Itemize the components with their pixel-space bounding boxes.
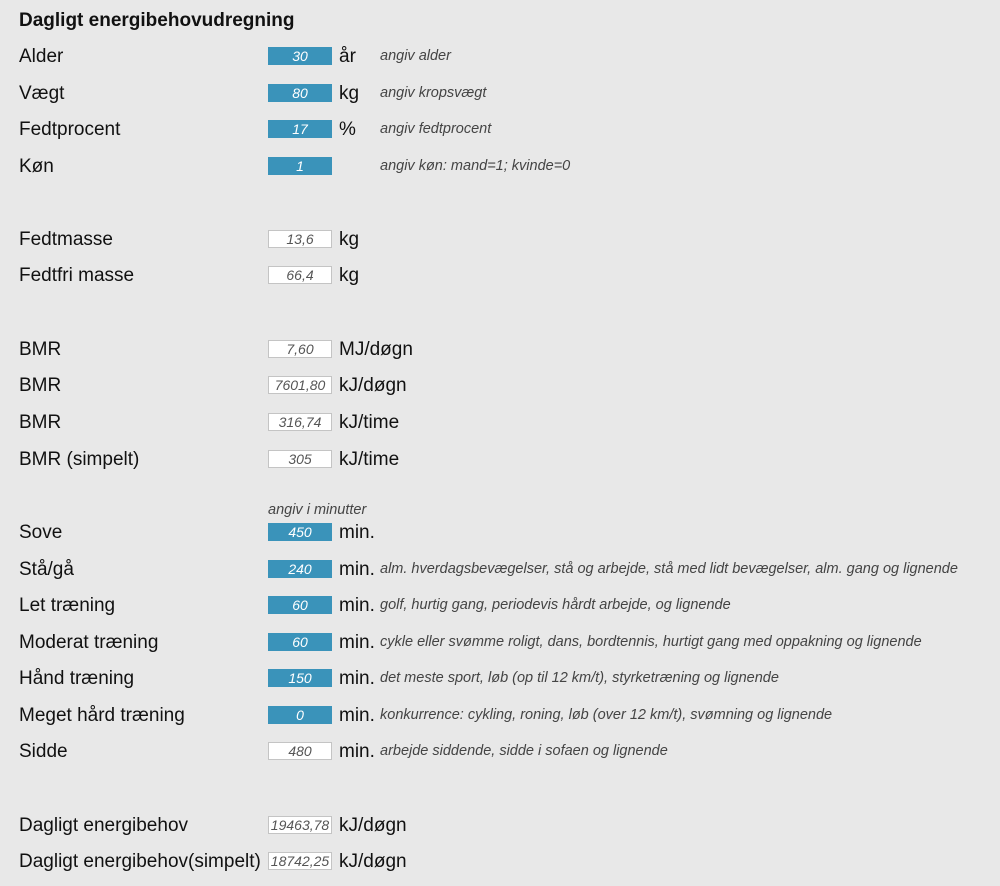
alder-label: Alder — [19, 46, 64, 67]
meget-haard-unit: min. — [339, 705, 375, 726]
koen-hint: angiv køn: mand=1; kvinde=0 — [380, 158, 571, 174]
bmr-kj-doegn-label: BMR — [19, 375, 62, 396]
minutes-note: angiv i minutter — [268, 502, 367, 518]
bmr-simpelt-unit: kJ/time — [339, 449, 400, 470]
dagligt-label: Dagligt energibehov — [19, 815, 189, 836]
page-title: Dagligt energibehovudregning — [19, 10, 295, 31]
alder-unit: år — [339, 46, 356, 67]
bmr-kj-doegn-unit: kJ/døgn — [339, 375, 407, 396]
fedtprocent-label: Fedtprocent — [19, 119, 121, 140]
let-unit: min. — [339, 595, 375, 616]
row-dagligt-simpelt — [0, 850, 1000, 874]
row-bmr-kj-doegn — [0, 374, 1000, 398]
fedtfri-label: Fedtfri masse — [19, 265, 135, 286]
row-dagligt — [0, 814, 1000, 838]
row-moderat — [0, 631, 1000, 655]
row-fedtmasse — [0, 228, 1000, 252]
row-meget-haard — [0, 704, 1000, 728]
fedtprocent-input[interactable]: 17 — [268, 120, 332, 138]
bmr-kj-time-label: BMR — [19, 412, 62, 433]
fedtprocent-hint: angiv fedtprocent — [380, 121, 492, 137]
row-bmr-kj-time — [0, 411, 1000, 435]
moderat-input[interactable]: 60 — [268, 633, 332, 651]
bmr-kj-time-output: 316,74 — [268, 413, 332, 431]
sidde-output: 480 — [268, 742, 332, 760]
row-sove — [0, 521, 1000, 545]
dagligt-simpelt-output: 18742,25 — [268, 852, 332, 870]
bmr-simpelt-label: BMR (simpelt) — [19, 449, 140, 470]
vaegt-unit: kg — [339, 83, 360, 104]
let-input[interactable]: 60 — [268, 596, 332, 614]
sove-unit: min. — [339, 522, 375, 543]
dagligt-simpelt-label: Dagligt energibehov(simpelt) — [19, 851, 261, 872]
bmr-mj-output: 7,60 — [268, 340, 332, 358]
row-koen — [0, 155, 1000, 179]
alder-hint: angiv alder — [380, 48, 451, 64]
staa-gaa-label: Stå/gå — [19, 559, 74, 580]
koen-input[interactable]: 1 — [268, 157, 332, 175]
fedtmasse-unit: kg — [339, 229, 360, 250]
vaegt-input[interactable]: 80 — [268, 84, 332, 102]
haand-unit: min. — [339, 668, 375, 689]
sove-label: Sove — [19, 522, 63, 543]
row-let — [0, 594, 1000, 618]
fedtprocent-unit: % — [339, 119, 356, 140]
sidde-label: Sidde — [19, 741, 68, 762]
bmr-mj-unit: MJ/døgn — [339, 339, 413, 360]
row-vaegt — [0, 82, 1000, 106]
row-bmr-mj — [0, 338, 1000, 362]
row-haand — [0, 667, 1000, 691]
haand-label: Hånd træning — [19, 668, 135, 689]
fedtfri-unit: kg — [339, 265, 360, 286]
sidde-unit: min. — [339, 741, 375, 762]
let-label: Let træning — [19, 595, 116, 616]
sidde-hint: arbejde siddende, sidde i sofaen og lignende — [380, 743, 668, 759]
alder-input[interactable]: 30 — [268, 47, 332, 65]
bmr-mj-label: BMR — [19, 339, 62, 360]
moderat-hint: cykle eller svømme roligt, dans, bordtennis, hurtigt gang med oppakning og lignende — [380, 634, 922, 650]
row-staa-gaa — [0, 558, 1000, 582]
meget-haard-label: Meget hård træning — [19, 705, 185, 726]
row-fedtfri — [0, 264, 1000, 288]
dagligt-output: 19463,78 — [268, 816, 332, 834]
vaegt-label: Vægt — [19, 83, 65, 104]
haand-input[interactable]: 150 — [268, 669, 332, 687]
sove-input[interactable]: 450 — [268, 523, 332, 541]
row-alder — [0, 45, 1000, 69]
meget-haard-hint: konkurrence: cykling, roning, løb (over 12 km/t), svømning og lignende — [380, 707, 833, 723]
moderat-unit: min. — [339, 632, 375, 653]
staa-gaa-unit: min. — [339, 559, 375, 580]
dagligt-unit: kJ/døgn — [339, 815, 407, 836]
bmr-kj-doegn-output: 7601,80 — [268, 376, 332, 394]
vaegt-hint: angiv kropsvægt — [380, 85, 487, 101]
bmr-kj-time-unit: kJ/time — [339, 412, 400, 433]
fedtfri-output: 66,4 — [268, 266, 332, 284]
let-hint: golf, hurtig gang, periodevis hårdt arbejde, og lignende — [380, 597, 731, 613]
bmr-simpelt-output: 305 — [268, 450, 332, 468]
row-fedtprocent — [0, 118, 1000, 142]
haand-hint: det meste sport, løb (op til 12 km/t), styrketræning og lignende — [380, 670, 779, 686]
koen-label: Køn — [19, 156, 54, 177]
row-bmr-simpelt — [0, 448, 1000, 472]
fedtmasse-output: 13,6 — [268, 230, 332, 248]
meget-haard-input[interactable]: 0 — [268, 706, 332, 724]
staa-gaa-input[interactable]: 240 — [268, 560, 332, 578]
fedtmasse-label: Fedtmasse — [19, 229, 113, 250]
row-sidde — [0, 740, 1000, 764]
staa-gaa-hint: alm. hverdagsbevægelser, stå og arbejde, stå med lidt bevægelser, alm. gang og lignende — [380, 561, 958, 577]
moderat-label: Moderat træning — [19, 632, 159, 653]
dagligt-simpelt-unit: kJ/døgn — [339, 851, 407, 872]
